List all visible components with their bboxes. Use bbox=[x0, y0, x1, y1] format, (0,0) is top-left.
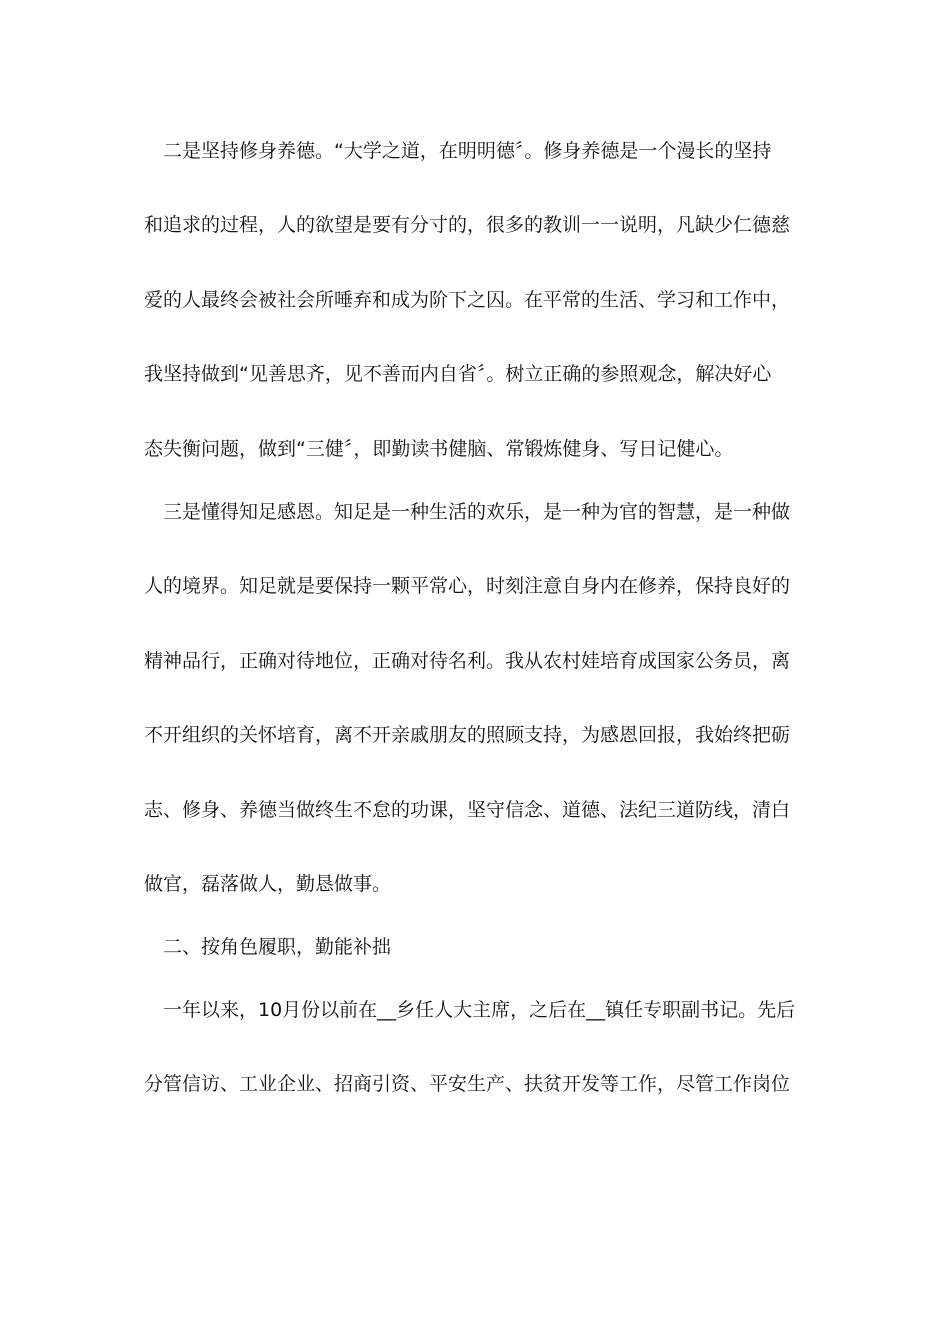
paragraph-line-5: 态失衡问题，做到“三健〞，即勤读书健脑、常锻炼健身、写日记健心。 bbox=[144, 438, 734, 460]
paragraph-line-6: 三是懂得知足感恩。知足是一种生活的欢乐，是一种为官的智慧，是一种做 bbox=[163, 501, 791, 523]
paragraph-line-11: 做官，磊落做人，勤恳做事。 bbox=[144, 873, 392, 895]
paragraph-line-2: 和追求的过程，人的欲望是要有分寸的，很多的教训一一说明，凡缺少仁德慈 bbox=[144, 214, 791, 236]
paragraph-line-4: 我坚持做到“见善思齐，见不善而内自省〞。树立正确的参照观念，解决好心 bbox=[144, 363, 772, 385]
paragraph-line-8: 精神品行，正确对待地位，正确对待名利。我从农村娃培育成国家公务员，离 bbox=[144, 650, 791, 672]
paragraph-line-7: 人的境界。知足就是要保持一颗平常心，时刻注意自身内在修养，保持良好的 bbox=[144, 575, 791, 597]
paragraph-line-13: 一年以来，10月份以前在__乡任人大主席，之后在__镇任专职副书记。先后 bbox=[163, 999, 796, 1021]
paragraph-line-10: 志、修身、养德当做终生不怠的功课，坚守信念、道德、法纪三道防线，清白 bbox=[144, 799, 791, 821]
paragraph-line-3: 爱的人最终会被社会所唾弃和成为阶下之囚。在平常的生活、学习和工作中， bbox=[144, 289, 791, 311]
paragraph-line-1: 二是坚持修身养德。“大学之道，在明明德〞。修身养德是一个漫长的坚持 bbox=[163, 140, 772, 162]
paragraph-line-14: 分管信访、工业企业、招商引资、平安生产、扶贫开发等工作，尽管工作岗位 bbox=[144, 1073, 791, 1095]
section-heading: 二、按角色履职，勤能补拙 bbox=[163, 936, 392, 958]
paragraph-line-9: 不开组织的关怀培育，离不开亲戚朋友的照顾支持，为感恩回报，我始终把砺 bbox=[144, 724, 791, 746]
